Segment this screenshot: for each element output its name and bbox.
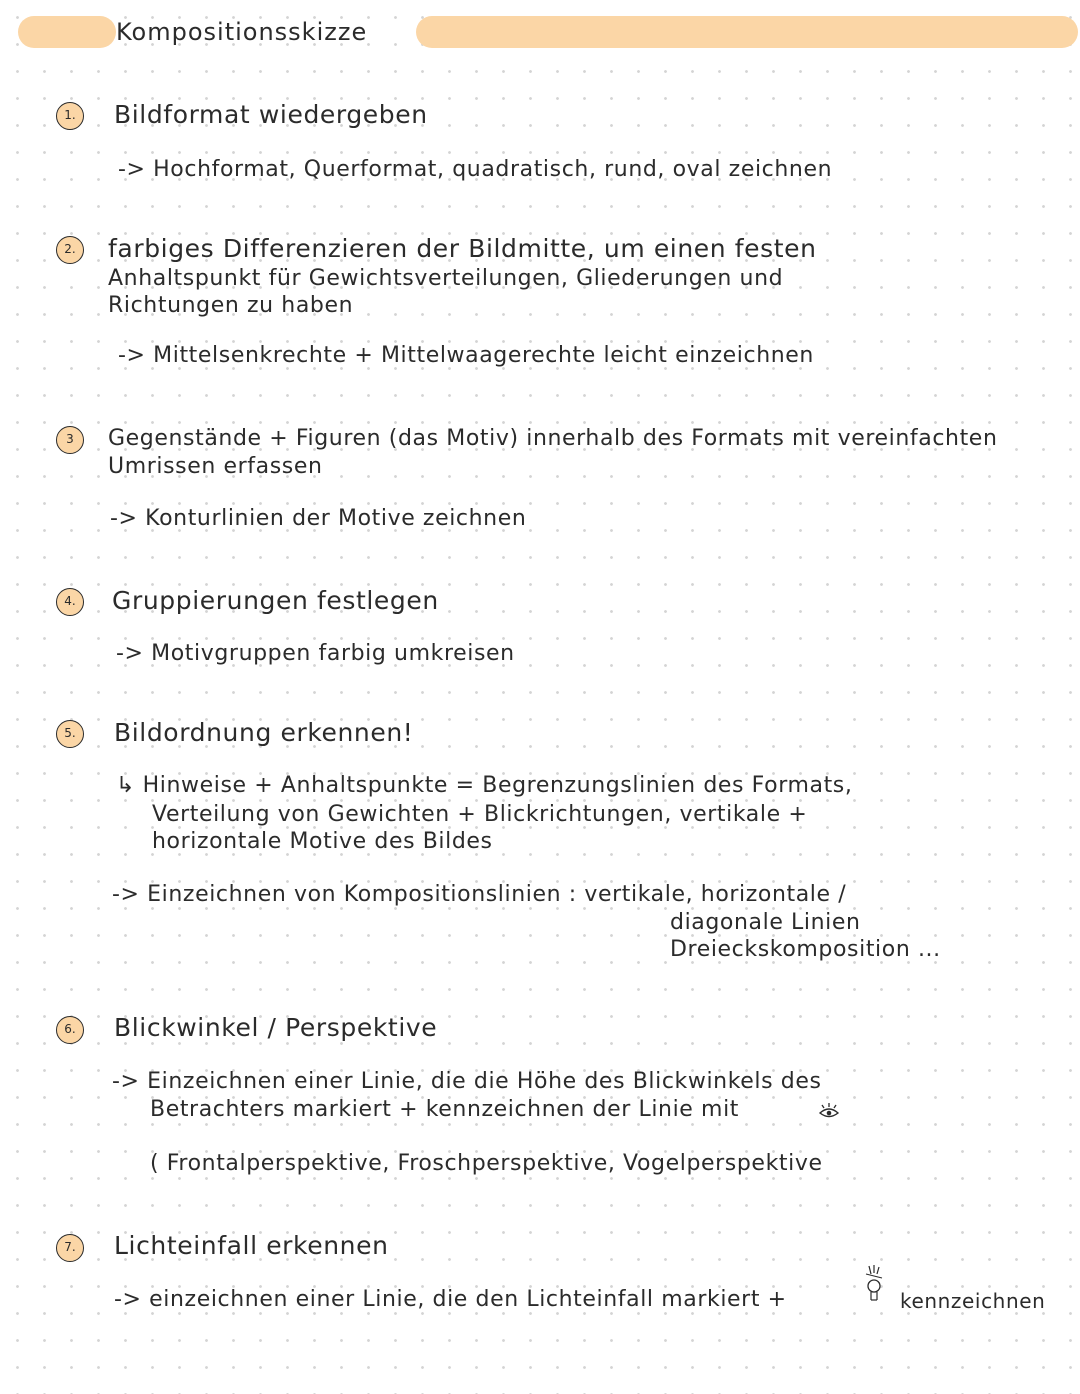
section-6-detail-line-1: -> Einzeichnen einer Linie, die die Höhe des Blickwinkels des: [112, 1069, 822, 1094]
section-2-line-3: Richtungen zu haben: [108, 293, 354, 318]
title-highlight-right: [416, 16, 1078, 48]
section-number-2: 2.: [56, 236, 84, 264]
section-1-heading: Bildformat wiedergeben: [114, 100, 428, 129]
section-4-heading: Gruppierungen festlegen: [112, 586, 439, 615]
title-highlight-left: [18, 16, 116, 48]
section-number-5: 5.: [56, 720, 84, 748]
section-3-line-2: Umrissen erfassen: [108, 454, 323, 479]
section-2-detail: -> Mittelsenkrechte + Mittelwaagerechte leicht einzeichnen: [118, 343, 814, 368]
section-5-detail-line-3: Dreieckskomposition ...: [670, 937, 941, 962]
section-number-3: 3: [56, 426, 84, 454]
section-1-detail: -> Hochformat, Querformat, quadratisch, rund, oval zeichnen: [118, 157, 833, 182]
section-5-note-line-3: horizontale Motive des Bildes: [152, 829, 493, 854]
eye-icon: [818, 1102, 840, 1120]
section-number-4: 4.: [56, 588, 84, 616]
section-number-7: 7.: [56, 1234, 84, 1262]
section-5-note-line-2: Verteilung von Gewichten + Blickrichtungen, vertikale +: [152, 802, 808, 827]
section-7-detail-end: kennzeichnen: [900, 1289, 1046, 1313]
section-5-detail-line-1: -> Einzeichnen von Kompositionslinien : vertikale, horizontale /: [112, 882, 847, 907]
section-number-1: 1.: [56, 102, 84, 130]
section-3-detail: -> Konturlinien der Motive zeichnen: [110, 506, 527, 531]
section-2-line-2: Anhaltspunkt für Gewichtsverteilungen, Gliederungen und: [108, 266, 784, 291]
section-5-heading: Bildordnung erkennen!: [114, 718, 414, 747]
section-number-6: 6.: [56, 1016, 84, 1044]
section-7-detail: -> einzeichnen einer Linie, die den Lichteinfall markiert +: [114, 1287, 787, 1312]
section-7-heading: Lichteinfall erkennen: [114, 1231, 389, 1260]
section-2-line-1: farbiges Differenzieren der Bildmitte, um einen festen: [108, 234, 817, 263]
section-6-heading: Blickwinkel / Perspektive: [114, 1013, 438, 1042]
section-3-line-1: Gegenstände + Figuren (das Motiv) innerhalb des Formats mit vereinfachten: [108, 426, 998, 451]
section-6-detail-line-3: ( Frontalperspektive, Froschperspektive, Vogelperspektive: [150, 1151, 823, 1176]
section-5-detail-line-2: diagonale Linien: [670, 910, 861, 935]
section-6-detail-line-2: Betrachters markiert + kennzeichnen der Linie mit: [150, 1097, 740, 1122]
page-title: Kompositionsskizze: [116, 18, 368, 46]
section-5-note-line-1: ↳ Hinweise + Anhaltspunkte = Begrenzungslinien des Formats,: [116, 773, 853, 798]
section-4-detail: -> Motivgruppen farbig umkreisen: [116, 641, 515, 666]
light-bulb-icon: [860, 1264, 886, 1308]
